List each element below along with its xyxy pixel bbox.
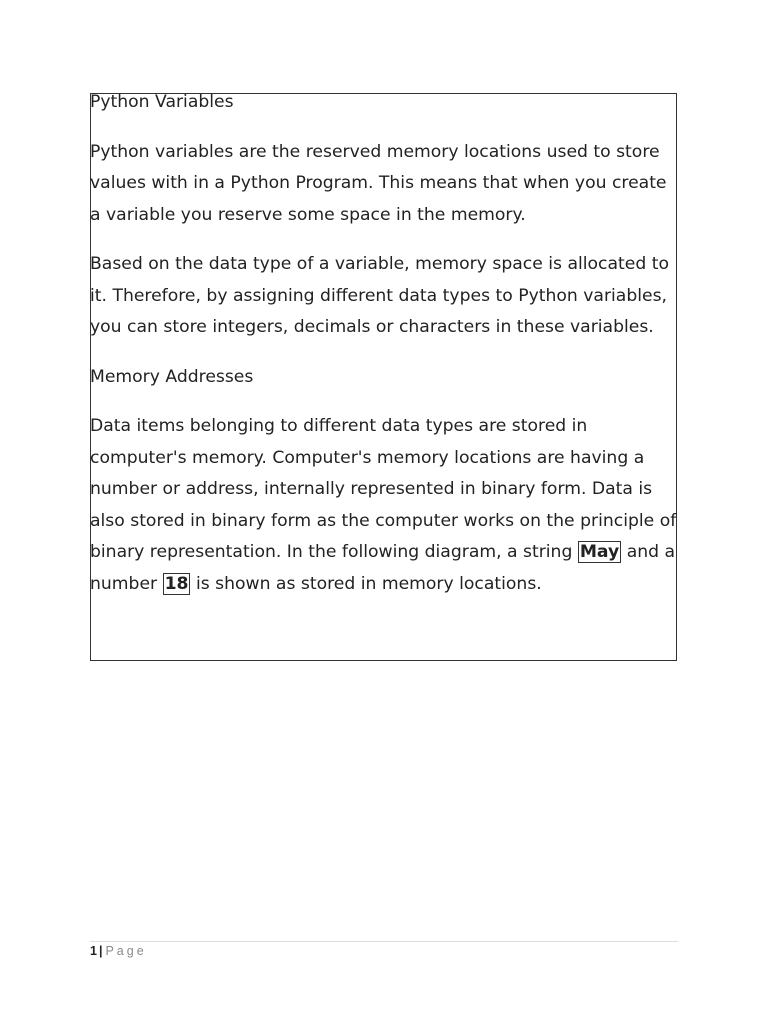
page-label: Page bbox=[105, 944, 147, 958]
inline-number-value: 18 bbox=[164, 573, 189, 594]
paragraph-memory bbox=[90, 411, 679, 600]
footer-separator: | bbox=[98, 944, 103, 958]
inline-string-value: May bbox=[579, 542, 620, 562]
paragraph-memory-part3: is shown as stored in memory locations. bbox=[195, 573, 542, 594]
document-body bbox=[90, 93, 679, 600]
heading-python-variables: Python Variables bbox=[90, 92, 234, 112]
paragraph-variables-types: Based on the data type of a variable, memory space is allocated to it. Therefore, by assigning different data types to Python variables, you can store integers, decimals or characters in these variables. bbox=[90, 254, 669, 337]
heading-memory-addresses: Memory Addresses bbox=[90, 366, 254, 387]
paragraph-variables-intro: Python variables are the reserved memory locations used to store values with in a Python Program. This means that when you create a variable you reserve some space in the memory. bbox=[90, 141, 667, 225]
paragraph-memory-part2: and a number bbox=[90, 542, 676, 594]
page-footer bbox=[90, 943, 147, 959]
paragraph-memory-part1: Data items belonging to different data types are stored in computer's memory. Computer's memory locations are having a number or address, internally represented in binary form. Data is also stored in binary form as the computer works on the principle of binary representation. In the following diagram, a string bbox=[90, 416, 677, 562]
page-number: 1 bbox=[90, 944, 97, 958]
footer-divider bbox=[90, 941, 678, 942]
